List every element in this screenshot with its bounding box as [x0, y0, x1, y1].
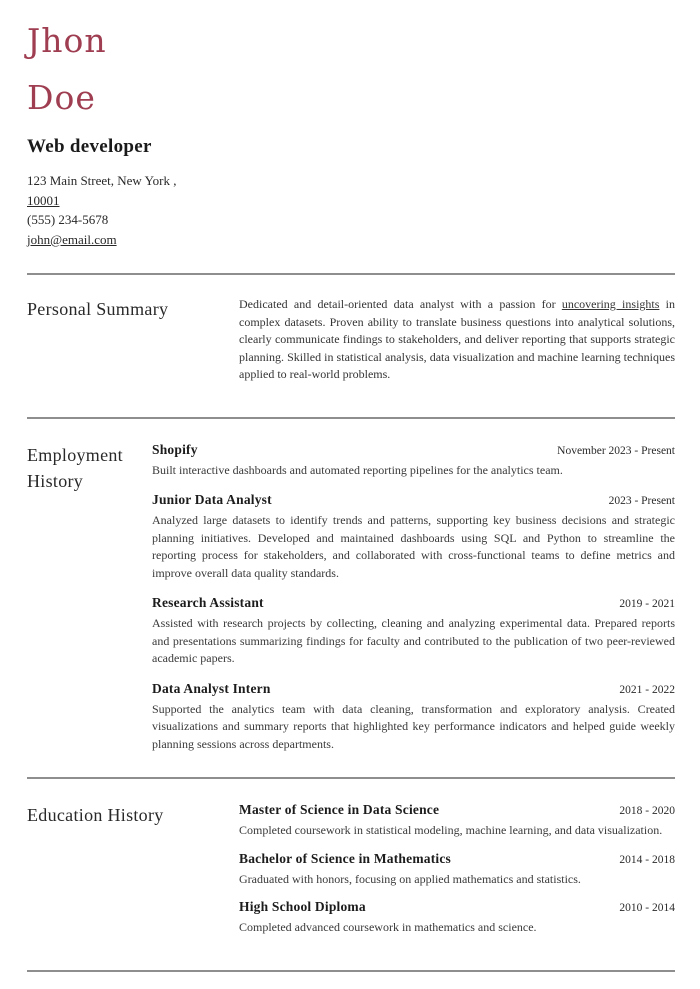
last-name-heading: Doe	[27, 77, 96, 117]
personal-summary-label: Personal Summary	[27, 299, 169, 320]
employment-entry	[152, 681, 675, 754]
entry-title: Shopify	[152, 441, 198, 457]
entry-title: Data Analyst Intern	[152, 680, 271, 696]
zip-link[interactable]: 10001	[27, 192, 60, 208]
education-entry	[239, 851, 675, 889]
header	[27, 21, 675, 249]
entry-description: Analyzed large datasets to identify trends and patterns, supporting key business decisions and strategic planning initiatives. Developed and maintained dashboards using SQL and Python to streamline the reporting process for stakeholders, and collaborated with cross-functional teams to define metrics and improve overall data quality standards.	[152, 513, 675, 580]
employment-entry	[152, 492, 675, 582]
entry-title: Research Assistant	[152, 595, 264, 611]
entry-description: Supported the analytics team with data cleaning, transformation and exploratory analysis. Created visualizations and summary reports that highlighted key performance indicators and helped guide weekly planning sessions across departments.	[152, 701, 675, 751]
entry-date: 2021 - 2022	[619, 683, 675, 696]
address-line: 123 Main Street, New York ,	[27, 173, 177, 189]
entry-date: 2014 - 2018	[619, 853, 675, 866]
divider-bottom	[27, 970, 675, 972]
employment-entry	[152, 595, 675, 668]
entry-date: 2018 - 2020	[619, 805, 675, 818]
education-entry	[239, 802, 675, 840]
education-label: Education History	[27, 805, 164, 826]
entry-date: 2023 - Present	[608, 495, 675, 508]
summary-text-before: Dedicated and detail-oriented data analyst with a passion for	[239, 297, 562, 312]
education-entry	[239, 899, 675, 937]
entry-date: 2019 - 2021	[619, 598, 675, 611]
entry-title: Bachelor of Science in Mathematics	[239, 850, 452, 866]
entry-description: Graduated with honors, focusing on applied mathematics and statistics.	[239, 871, 581, 886]
entry-description: Assisted with research projects by collecting, cleaning and analyzing experimental data. Prepared reports and presentations summarizing findings for faculty and contributed to the publication of two peer-reviewed academic papers.	[152, 616, 675, 666]
job-title: Web developer	[27, 136, 152, 158]
entry-description: Built interactive dashboards and automated reporting pipelines for the analytics team.	[152, 462, 563, 477]
summary-inline-link[interactable]: uncovering insights	[561, 297, 660, 312]
entry-title: Junior Data Analyst	[152, 492, 272, 508]
employment-entries	[152, 442, 675, 754]
personal-summary-section	[27, 275, 675, 417]
entry-title: High School Diploma	[239, 899, 366, 915]
entry-date: November 2023 - Present	[557, 444, 675, 457]
contact-block	[27, 171, 675, 249]
summary-text-after: in complex datasets. Proven ability to translate business questions into analytical solutions, clearly communicate findings to stakeholders, and deliver reporting that supports strategic planning. Skilled in statistical analysis, data visualization and machine learning techniques applied to real-world problems.	[239, 297, 675, 382]
employment-entry	[152, 442, 675, 480]
employment-label: Employment History	[27, 444, 123, 491]
employment-section	[27, 419, 675, 778]
entry-date: 2010 - 2014	[619, 902, 675, 915]
first-name-heading: Jhon	[27, 21, 107, 60]
phone-number: (555) 234-5678	[27, 212, 109, 228]
education-section	[27, 779, 675, 970]
entry-description: Completed advanced coursework in mathematics and science.	[239, 920, 537, 935]
email-link[interactable]: john@email.com	[27, 231, 117, 247]
entry-description: Completed coursework in statistical modeling, machine learning, and data visualization.	[239, 823, 663, 838]
education-entries	[239, 802, 675, 948]
personal-summary-text	[239, 296, 675, 384]
entry-title: Master of Science in Data Science	[239, 802, 440, 818]
